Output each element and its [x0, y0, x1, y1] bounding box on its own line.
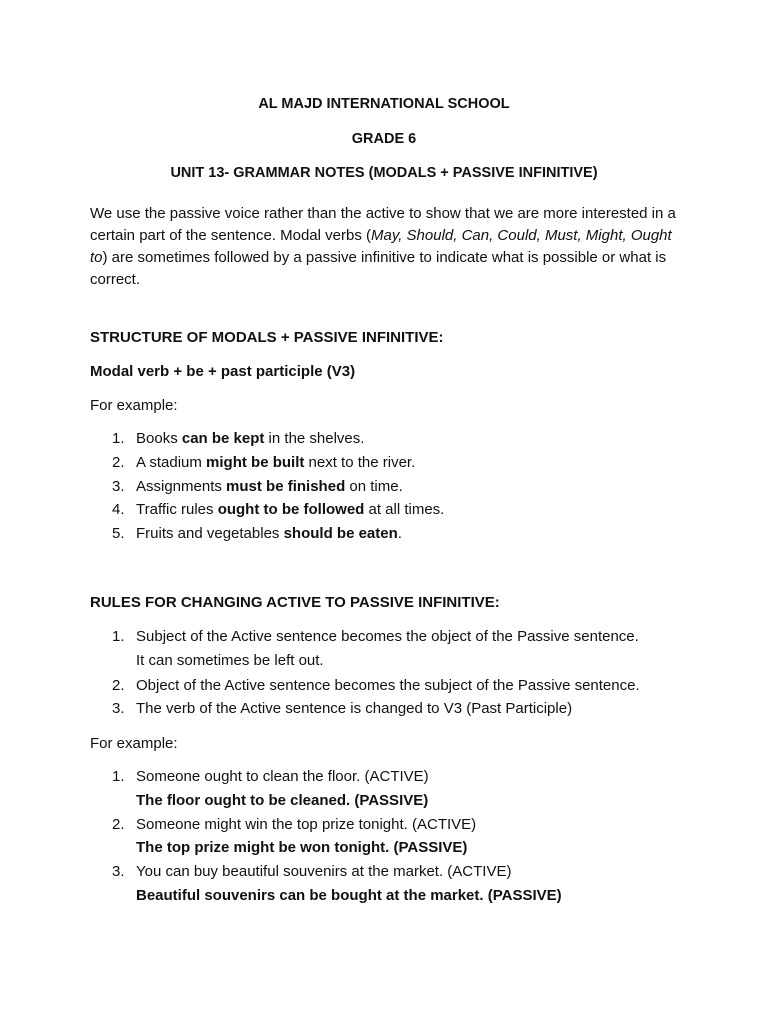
grade-title: GRADE 6 [351, 131, 417, 147]
intro-text-1: We use the passive voice rather than the active to show that we are more interested in a certain part of the sentence. Modal verbs ( [90, 205, 676, 244]
intro-text-2: ) are sometimes followed by a passive infinitive to indicate what is possible or what is correct. [90, 249, 667, 288]
list-item: Assignments must be finished on time. [136, 478, 403, 495]
list-number: 2. [112, 677, 125, 694]
structure-formula: Modal verb + be + past participle (V3) [90, 363, 356, 380]
list-number: 3. [112, 700, 125, 717]
list-item-continuation: It can sometimes be left out. [136, 652, 324, 669]
list-item: The verb of the Active sentence is changed to V3 (Past Participle) [136, 700, 573, 717]
list-item: Traffic rules ought to be followed at all times. [136, 501, 445, 518]
list-number: 3. [112, 863, 125, 880]
passive-sentence: The top prize might be won tonight. (PASSIVE) [136, 839, 468, 856]
active-sentence: You can buy beautiful souvenirs at the market. (ACTIVE) [136, 863, 512, 880]
list-item: A stadium might be built next to the river. [136, 454, 416, 471]
list-item: Object of the Active sentence becomes the subject of the Passive sentence. [136, 677, 640, 694]
intro-paragraph [90, 203, 690, 291]
list-number: 2. [112, 816, 125, 833]
school-name: AL MAJD INTERNATIONAL SCHOOL [258, 96, 510, 112]
rules-heading: RULES FOR CHANGING ACTIVE TO PASSIVE INFINITIVE: [90, 594, 500, 611]
list-number: 1. [112, 430, 125, 447]
unit-title: UNIT 13- GRAMMAR NOTES (MODALS + PASSIVE INFINITIVE) [170, 165, 598, 181]
list-number: 2. [112, 454, 125, 471]
for-example-label-1: For example: [90, 397, 178, 414]
structure-heading: STRUCTURE OF MODALS + PASSIVE INFINITIVE: [90, 329, 444, 346]
list-number: 1. [112, 768, 125, 785]
intro-modals: May, Should, Can, Could, Must, Might, Ought to [90, 227, 672, 266]
passive-sentence: The floor ought to be cleaned. (PASSIVE) [136, 792, 429, 809]
active-sentence: Someone ought to clean the floor. (ACTIVE) [136, 768, 429, 785]
active-sentence: Someone might win the top prize tonight. (ACTIVE) [136, 816, 477, 833]
list-number: 3. [112, 478, 125, 495]
list-item: Subject of the Active sentence becomes the object of the Passive sentence. [136, 628, 639, 645]
passive-sentence: Beautiful souvenirs can be bought at the market. (PASSIVE) [136, 887, 562, 904]
list-number: 4. [112, 501, 125, 518]
list-item: Books can be kept in the shelves. [136, 430, 365, 447]
list-number: 5. [112, 525, 125, 542]
list-item: Fruits and vegetables should be eaten. [136, 525, 402, 542]
list-number: 1. [112, 628, 125, 645]
for-example-label-2: For example: [90, 735, 178, 752]
